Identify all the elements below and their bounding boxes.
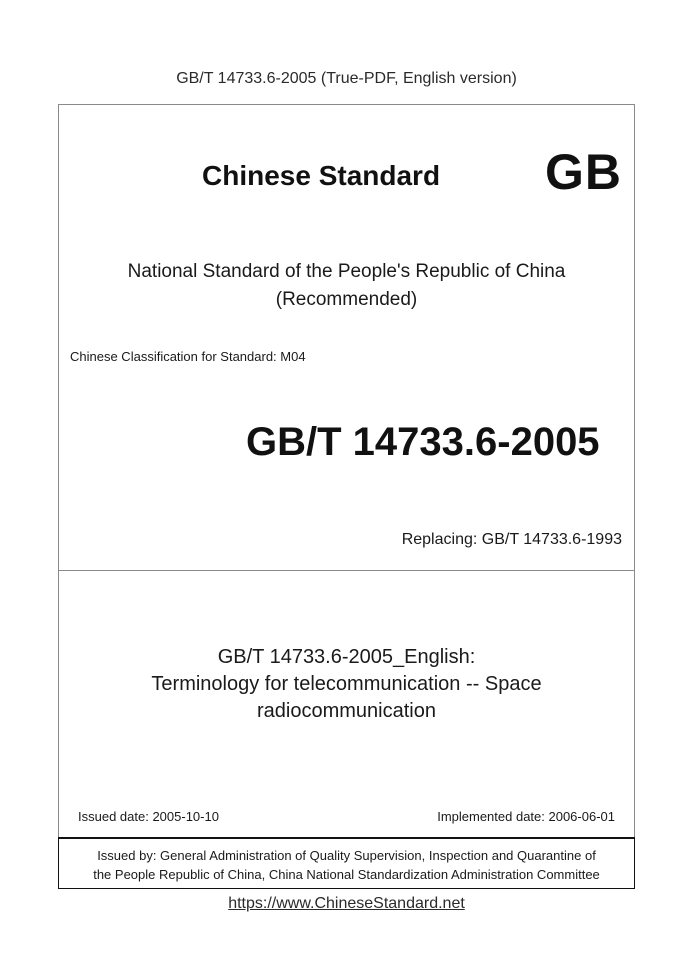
cover-box	[58, 104, 635, 889]
issuer-box	[59, 838, 634, 888]
standard-code: GB	[545, 144, 622, 200]
national-standard-label	[59, 258, 634, 314]
english-title-line-1: GB/T 14733.6-2005_English:	[217, 646, 476, 668]
national-line-1: National Standard of the People's Republic of China	[127, 261, 566, 282]
cover-top-panel	[59, 105, 634, 571]
english-title-line-2: Terminology for telecommunication -- Space	[151, 673, 542, 695]
english-title-line-3: radiocommunication	[257, 700, 436, 722]
replacing-note: Replacing: GB/T 14733.6-1993	[401, 531, 622, 548]
issuer-line-2: the People Republic of China, China National Standardization Administration Committee	[93, 867, 600, 882]
implemented-date: Implemented date: 2006-06-01	[437, 809, 615, 824]
classification: Chinese Classification for Standard: M04	[70, 349, 306, 364]
standard-title: Chinese Standard	[202, 160, 441, 191]
cover-middle-panel	[59, 572, 634, 867]
footer-link[interactable]: https://www.ChineseStandard.net	[228, 895, 465, 912]
english-title	[59, 644, 634, 725]
document-number: GB/T 14733.6-2005	[246, 420, 600, 464]
issuer-line-1: Issued by: General Administration of Quality Supervision, Inspection and Quarantine of	[97, 848, 596, 863]
national-line-2: (Recommended)	[275, 289, 418, 310]
page-header: GB/T 14733.6-2005 (True-PDF, English version)	[176, 70, 517, 87]
issued-date: Issued date: 2005-10-10	[78, 809, 219, 824]
